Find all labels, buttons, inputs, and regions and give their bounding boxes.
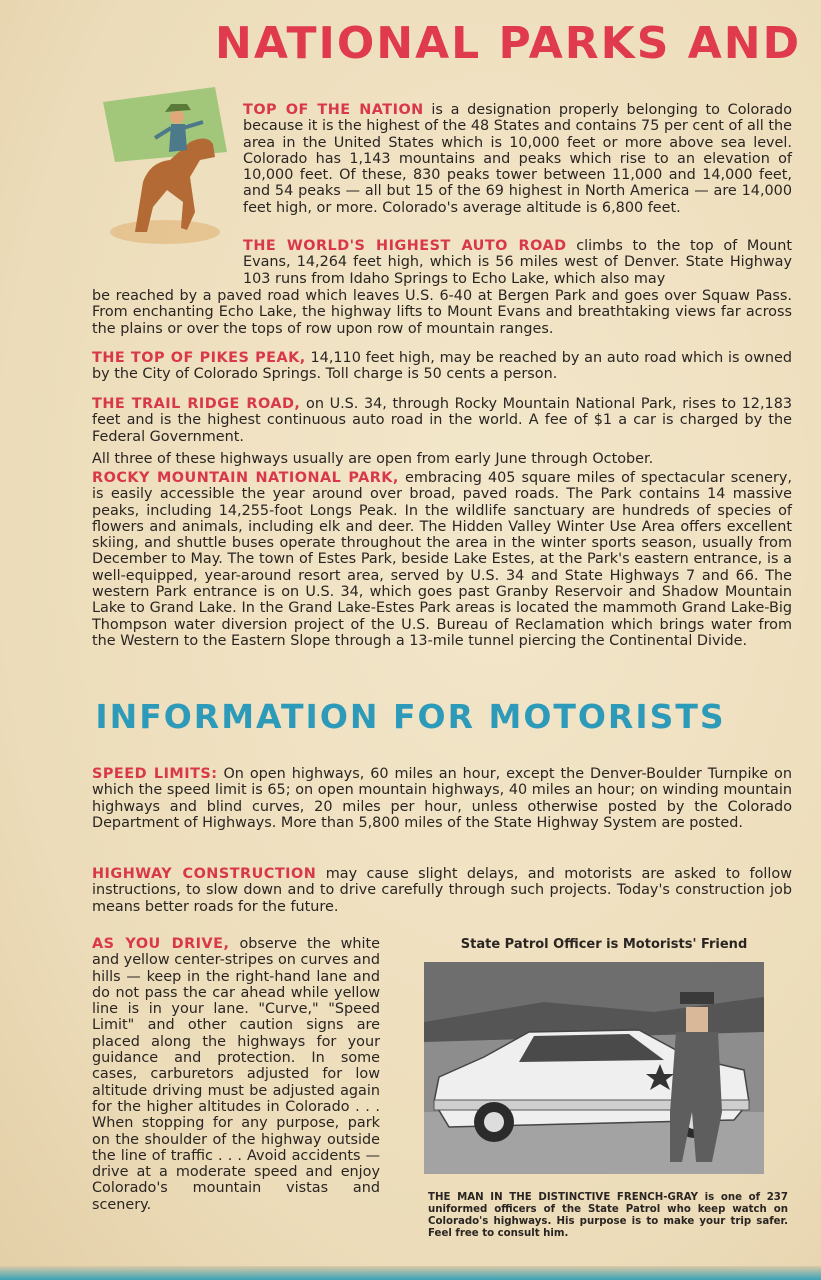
paragraph-highest-auto-road: [243, 238, 792, 287]
lead-speed-limits: SPEED LIMITS:: [92, 766, 218, 782]
body-rocky-mountain: embracing 405 square miles of spectacular scenery, is easily accessible the year around over broad, paved roads. The Park contains 14 massive peaks, including 14,255-foot Longs Peak. In the wildlife sanctuary are hundreds of species of flowers and animals, including elk and deer. The Hidden Valley Winter Use Area offers excellent skiing, and shuttle buses operate throughout the area in the winter sports season, usually from December to May. The town of Estes Park, beside Lake Estes, at the Park's eastern entrance, is a well-equipped, year-around resort area, served by U.S. 34 and State Highways 7 and 66. The western Park entrance is on U.S. 34, which goes past Granby Reservoir and Shadow Mountain Lake to Grand Lake. In the Grand Lake-Estes Park areas is located the mammoth Grand Lake-Big Thompson water diversion project of the U.S. Bureau of Reclamation which brings water from the Western to the Eastern Slope through a 13-mile tunnel piercing the Continental Divide.: [92, 470, 792, 649]
lead-top-of-nation: TOP OF THE NATION: [243, 102, 424, 118]
body-as-you-drive: observe the white and yellow center-stripes on curves and hills — keep in the right-hand lane and do not pass the car ahead while yellow line is in your lane. "Curve," "Speed Limit" and other caution signs are placed along the highways for your guidance and protection. In some cases, carburetors adjusted for low altitude driving must be adjusted again for the higher altitudes in Colorado . . . When stopping for any purpose, park on the shoulder of the highway outside the line of traffic . . . Avoid accidents — drive at a moderate speed and enjoy Colorado's mountain vistas and scenery.: [92, 936, 380, 1213]
body-highest-auto-road: climbs to the top of Mount Evans, 14,264 feet high, which is 56 miles west of Denver. State Highway 103 runs from Idaho Springs to Echo Lake, which also may: [243, 238, 793, 287]
paragraph-speed-limits: [92, 766, 792, 831]
lead-pikes-peak: THE TOP OF PIKES PEAK,: [92, 350, 306, 366]
paragraph-as-you-drive: [92, 936, 380, 1213]
cowboy-illustration: [95, 82, 235, 252]
lead-highest-auto-road: THE WORLD'S HIGHEST AUTO ROAD: [243, 238, 567, 254]
body-top-of-nation: is a designation properly belonging to Colorado because it is the highest of the 48 States and contains 75 per cent of all the area in the United States which is 10,000 feet or more above sea level. Colorado has 1,143 mountains and peaks which rise to an elevation of 10,000 feet. Of these, 830 peaks tower between 11,000 and 14,000 feet, and 54 peaks — all but 15 of the 69 highest in North America — are 14,000 feet high, or more. Colorado's average altitude is 6,800 feet.: [243, 102, 792, 216]
body-trail-ridge-road: on U.S. 34, through Rocky Mountain National Park, rises to 12,183 feet and is the highest continuous auto road in the world. A fee of $1 a car is charged by the Federal Government.: [92, 396, 792, 445]
section-title-motorists: INFORMATION FOR MOTORISTS: [95, 697, 726, 736]
body-highways-open: All three of these highways usually are open from early June through October.: [92, 451, 654, 467]
lead-highway-construction: HIGHWAY CONSTRUCTION: [92, 866, 317, 882]
page-title: NATIONAL PARKS AND: [215, 18, 802, 69]
page-bottom-band: [0, 1266, 821, 1280]
paragraph-highway-construction: [92, 866, 792, 915]
photo-caption: THE MAN IN THE DISTINCTIVE FRENCH-GRAY is one of 237 uniformed officers of the State Patrol who keep watch on Colorado's highways. His purpose is to make your trip safer. Feel free to consult him.: [428, 1192, 788, 1239]
lead-as-you-drive: AS YOU DRIVE,: [92, 936, 230, 952]
paragraph-trail-ridge-road: [92, 396, 792, 445]
body-highest-auto-road-cont: be reached by a paved road which leaves U.S. 6-40 at Bergen Park and goes over Squaw Pass. From enchanting Echo Lake, the highway lifts to Mount Evans and breathtaking views far across the plains or over the tops of row upon row of mountain ranges.: [92, 288, 792, 337]
body-speed-limits: On open highways, 60 miles an hour, except the Denver-Boulder Turnpike on which the speed limit is 65; on open mountain highways, 40 miles an hour; on winding mountain highways and blind curves, 20 miles per hour, unless otherwise posted by the Colorado Department of Highways. More than 5,800 miles of the State Highway System are posted.: [92, 766, 792, 831]
photo-title: State Patrol Officer is Motorists' Friend: [460, 937, 748, 952]
paragraph-rocky-mountain: [92, 470, 792, 649]
paragraph-pikes-peak: [92, 350, 792, 383]
paragraph-highest-auto-road-cont: [92, 288, 792, 337]
lead-trail-ridge-road: THE TRAIL RIDGE ROAD,: [92, 396, 301, 412]
body-highway-construction: may cause slight delays, and motorists are asked to follow instructions, to slow down and to drive carefully through such projects. Today's construction job means better roads for the future.: [92, 866, 792, 915]
body-pikes-peak: 14,110 feet high, may be reached by an auto road which is owned by the City of Colorado Springs. Toll charge is 50 cents a person.: [92, 350, 792, 383]
lead-rocky-mountain: ROCKY MOUNTAIN NATIONAL PARK,: [92, 470, 399, 486]
paragraph-highways-open: [92, 451, 792, 467]
patrol-car-photo: [424, 962, 764, 1174]
paragraph-top-of-nation: [243, 102, 792, 216]
